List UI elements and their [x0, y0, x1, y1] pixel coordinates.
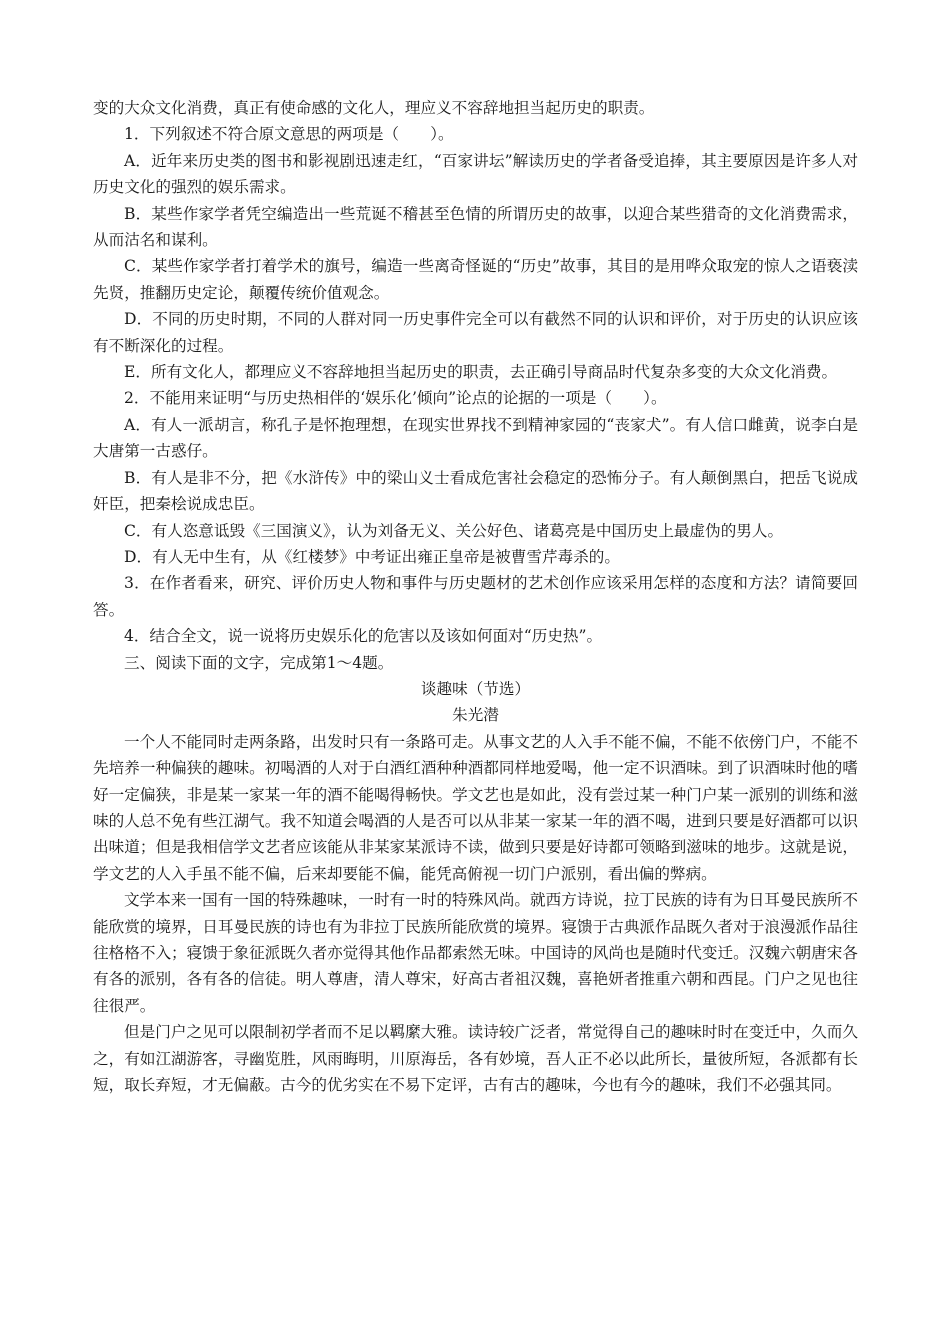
question-2-option-a: A．有人一派胡言，称孔子是怀抱理想，在现实世界找不到精神家园的“丧家犬”。有人信口雌黄，说李白是大唐第一古惑仔。	[93, 415, 858, 461]
question-1-stem: 1．下列叙述不符合原文意思的两项是（ ）。	[124, 125, 454, 144]
question-3: 3．在作者看来，研究、评价历史人物和事件与历史题材的艺术创作应该采用怎样的态度和方法？请简要回答。	[93, 574, 858, 619]
question-1-option-c: C．某些作家学者打着学术的旗号，编造一些离奇怪诞的“历史”故事，其目的是用哗众取宠的惊人之语亵渎先贤，推翻历史定论，颠覆传统价值观念。	[93, 257, 858, 302]
question-2-option-d: D．有人无中生有，从《红楼梦》中考证出雍正皇帝是被曹雪芹毒杀的。	[124, 547, 620, 566]
intro-tail-text: 变的大众文化消费，真正有使命感的文化人，理应义不容辞地担当起历史的职责。	[93, 99, 655, 117]
essay-paragraph: 一个人不能同时走两条路，出发时只有一条路可走。从事文艺的人入手不能不偏，不能不依傍门户，不能不先培养一种偏狭的趣味。初喝酒的人对于白酒红酒种种酒都同样地爱喝，他一定不识酒味。到了识酒味时他的嗜好一定偏狭，非是某一家某一年的酒不能喝得畅快。学文艺也是如此，没有尝过某一种门户某一派别的训练和滋味的人总不免有些江湖气。我不知道会喝酒的人是否可以从非某一家某一年的酒不喝，进到只要是好酒都可以识出味道；但是我相信学文艺者应该能从非某家某派诗不读，做到只要是好诗都可领略到滋味的地步。这就是说，学文艺的人入手虽不能不偏，后来却要能不偏，能凭高俯视一切门户派别，看出偏的弊病。	[93, 732, 858, 883]
essay-paragraph: 但是门户之见可以限制初学者而不足以羁縻大雅。读诗较广泛者，常觉得自己的趣味时时在变迁中，久而久之，有如江湖游客，寻幽览胜，风雨晦明，川原海岳，各有妙境，吾人正不必以此所长，量彼所短，各派都有长短，取长弃短，才无偏蔽。古今的优劣实在不易下定评，古有古的趣味，今也有今的趣味，我们不必强其同。	[93, 1023, 858, 1095]
question-2-option-b: B．有人是非不分，把《水浒传》中的梁山义士看成危害社会稳定的恐怖分子。有人颠倒黑白，把岳飞说成奸臣，把秦桧说成忠臣。	[93, 468, 858, 514]
question-1-option-d: D．不同的历史时期，不同的人群对同一历史事件完全可以有截然不同的认识和评价，对于历史的认识应该有不断深化的过程。	[93, 310, 858, 355]
section-3-heading: 三、阅读下面的文字，完成第1～4题。	[124, 653, 394, 672]
question-1-option-a: A．近年来历史类的图书和影视剧迅速走红，“百家讲坛”解读历史的学者备受追捧，其主要原因是许多人对历史文化的强烈的娱乐需求。	[93, 151, 858, 197]
question-1-option-b: B．某些作家学者凭空编造出一些荒诞不稽甚至色情的所谓历史的故事，以迎合某些猎奇的文化消费需求，从而沽名和谋利。	[93, 204, 858, 250]
essay-paragraph: 文学本来一国有一国的特殊趣味，一时有一时的特殊风尚。就西方诗说，拉丁民族的诗有为日耳曼民族所不能欣赏的境界，日耳曼民族的诗也有为非拉丁民族所能欣赏的境界。寝馈于古典派作品既久者对于浪漫派作品往往格格不入；寝馈于象征派既久者亦觉得其他作品都索然无味。中国诗的风尚也是随时代变迁。汉魏六朝唐宋各有各的派别，各有各的信徒。明人尊唐，清人尊宋，好高古者祖汉魏，喜艳妍者推重六朝和西昆。门户之见也往往很严。	[93, 891, 858, 1015]
question-4: 4．结合全文，说一说将历史娱乐化的危害以及该如何面对“历史热”。	[124, 627, 603, 646]
question-1-option-e: E．所有文化人，都理应义不容辞地担当起历史的职责，去正确引导商品时代复杂多变的大众文化消费。	[124, 363, 838, 382]
essay-author: 朱光潜	[452, 706, 499, 725]
question-2-stem: 2．不能用来证明“与历史热相伴的‘娱乐化’倾向”论点的论据的一项是（ ）。	[124, 389, 667, 408]
question-2-option-c: C．有人恣意诋毁《三国演义》，认为刘备无义、关公好色、诸葛亮是中国历史上最虚伪的男人。	[124, 521, 784, 540]
essay-title: 谈趣味（节选）	[420, 679, 531, 698]
